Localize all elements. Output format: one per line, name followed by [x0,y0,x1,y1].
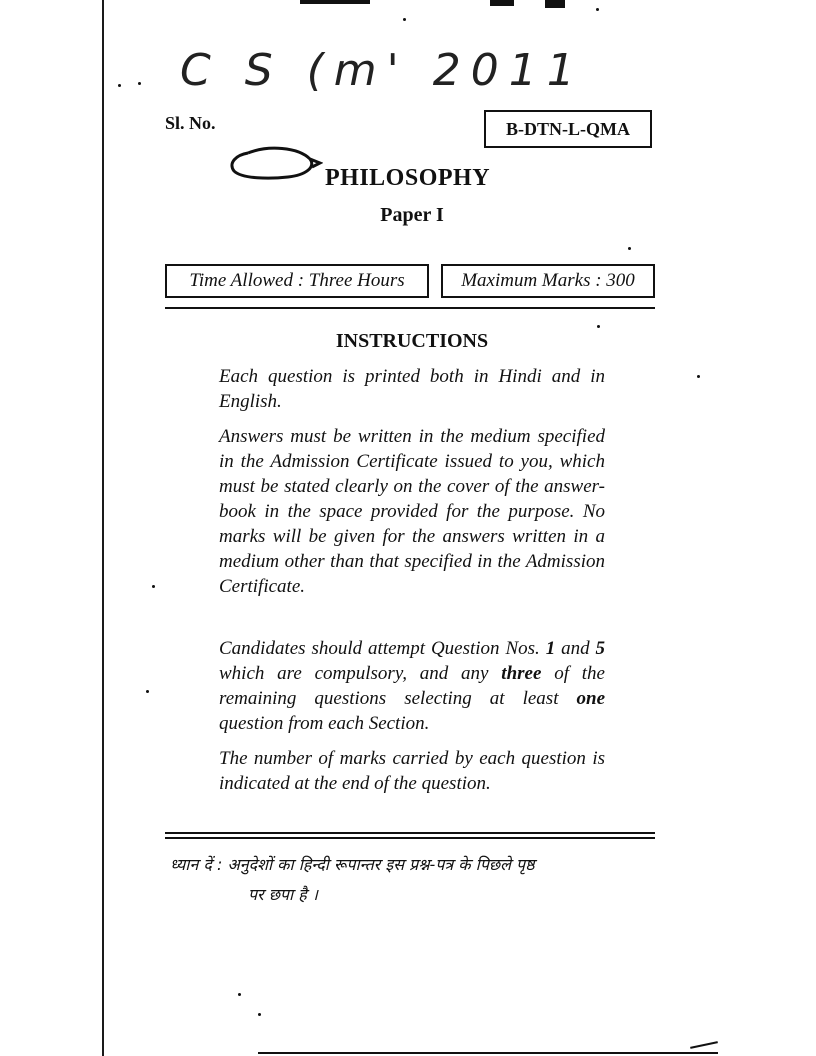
hindi-note [170,850,670,910]
scan-border-line [102,0,104,1056]
time-allowed-box [165,264,429,298]
paper-number: Paper I [380,204,444,226]
speck [118,84,121,87]
speck [628,247,631,250]
serial-number-label: Sl. No. [165,113,216,133]
scan-mark-top [490,0,514,6]
hindi-note-line: ध्यान दें : अनुदेशों का हिन्दी रूपान्तर इस प्रश्न-पत्र के पिछले पृष्ठ [170,855,535,874]
speck [597,325,600,328]
speck [138,82,141,85]
speck [152,585,155,588]
speck [258,1013,261,1016]
speck [596,8,599,11]
speck [146,690,149,693]
instruction-paragraph [219,636,605,736]
subject-title: PHILOSOPHY [325,165,491,191]
handwritten-annotation: C S (m' 2011 [180,45,585,96]
instruction-paragraph [219,424,605,599]
scan-mark-bottom [690,1041,718,1049]
hindi-note-line: पर छपा है । [248,885,318,904]
instruction-paragraph [219,364,605,414]
scan-mark-top [300,0,370,4]
divider [165,832,655,834]
instruction-text: Each question is printed both in Hindi and in English. [219,366,605,412]
maximum-marks-box [441,264,655,298]
paper-code-box [484,110,652,148]
divider [165,837,655,839]
speck [697,375,700,378]
speck [403,18,406,21]
maximum-marks: Maximum Marks : 300 [461,270,635,291]
instruction-paragraph [219,746,605,796]
scan-mark-bottom [258,1052,718,1054]
speck [238,993,241,996]
time-allowed: Time Allowed : Three Hours [189,270,405,291]
divider [165,307,655,309]
instruction-text: Candidates should attempt Question Nos. 1 and 5 which are compulsory, and any three of the remaining questions selecting at least one question from each Section. [219,638,605,734]
paper-code: B-DTN-L-QMA [506,118,630,139]
instruction-text: Answers must be written in the medium specified in the Admission Certificate issued to you, which must be stated clearly on the cover of the answer-book in the space provided for the purpose. No marks will be given for the answers written in a medium other than that specified in the Admission Certificate. [219,426,605,597]
instructions-heading: INSTRUCTIONS [335,330,489,352]
instruction-text: The number of marks carried by each question is indicated at the end of the question. [219,748,605,794]
pen-scribble-mark [228,145,323,187]
scan-mark-top [545,0,565,8]
